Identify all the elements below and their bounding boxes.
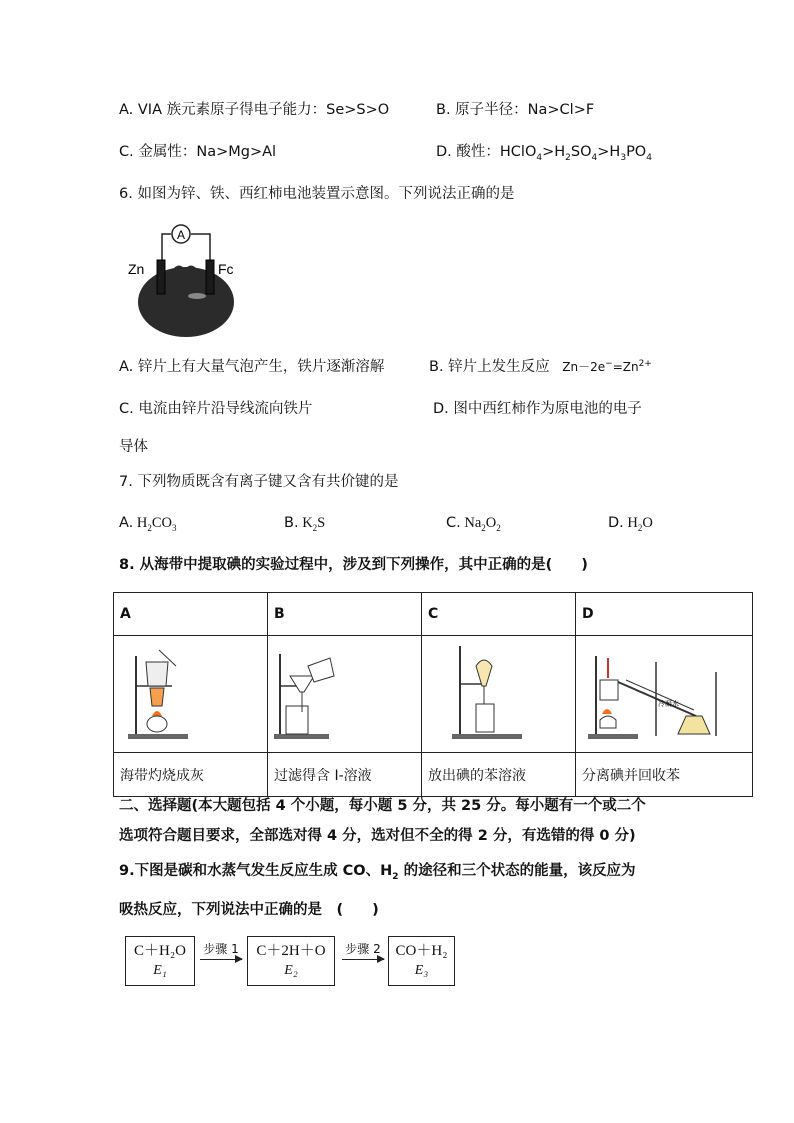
state-box-2: C＋2H＋O E₂ bbox=[247, 936, 335, 986]
burning-crucible-apparatus bbox=[114, 636, 264, 748]
q6-option-d-continued: 导体 bbox=[119, 439, 148, 455]
table-header-a: A bbox=[114, 593, 268, 636]
q6-option-a[interactable]: A. 锌片上有大量气泡产生，铁片逐渐溶解 bbox=[119, 359, 385, 375]
apparatus-c-cell bbox=[422, 636, 576, 753]
tomato-battery-figure bbox=[125, 220, 250, 338]
q6-option-d[interactable]: D. 图中西红柿作为原电池的电子 bbox=[433, 401, 642, 417]
caption-a: 海带灼烧成灰 bbox=[114, 753, 268, 797]
svg-text:A: A bbox=[176, 228, 186, 242]
q5-option-b[interactable]: B. 原子半径：Na>Cl>F bbox=[436, 102, 595, 118]
state-box-1: C＋H₂O E₁ bbox=[125, 936, 195, 986]
q7-option-c[interactable]: C. $Na_2O_2$ bbox=[446, 515, 501, 533]
table-header-b: B bbox=[268, 593, 422, 636]
caption-c: 放出碘的苯溶液 bbox=[422, 753, 576, 797]
caption-d: 分离碘并回收苯 bbox=[576, 753, 753, 797]
q9-stem-line2: 吸热反应，下列说法中正确的是 ( ) bbox=[119, 902, 379, 918]
zinc-electrode bbox=[157, 260, 165, 294]
q7-option-d[interactable]: D. $H_2O$ bbox=[608, 515, 653, 533]
filtration-apparatus bbox=[268, 636, 418, 748]
q5-option-a[interactable]: A. VIA 族元素原子得电子能力：Se>S>O bbox=[119, 102, 390, 118]
q7-option-b[interactable]: B. $K_2S$ bbox=[284, 515, 326, 533]
step2-arrow: 步骤 2 bbox=[342, 940, 384, 960]
state-box-3: CO＋H₂ E₃ bbox=[388, 936, 455, 986]
q8-operations-table bbox=[113, 592, 753, 797]
iron-electrode bbox=[206, 260, 214, 294]
separatory-funnel-apparatus bbox=[422, 636, 572, 748]
svg-text:Fc: Fc bbox=[218, 261, 234, 277]
table-header-c: C bbox=[422, 593, 576, 636]
distillation-apparatus bbox=[576, 636, 754, 748]
q6-option-c[interactable]: C. 电流由锌片沿导线流向铁片 bbox=[119, 401, 313, 417]
apparatus-b-cell bbox=[268, 636, 422, 753]
q5-option-c[interactable]: C. 金属性：Na>Mg>Al bbox=[119, 144, 277, 160]
section2-line2: 选项符合题目要求，全部选对得 4 分，选对但不全的得 2 分，有选错的得 0 分) bbox=[119, 828, 636, 844]
apparatus-a-cell bbox=[114, 636, 268, 753]
q5-option-d[interactable]: D. 酸性：$HClO_4>H_2SO_4>H_3PO_4$ bbox=[436, 144, 652, 163]
apparatus-d-cell bbox=[576, 636, 753, 753]
section2-line1: 二、选择题(本大题包括 4 个小题，每小题 5 分，共 25 分。每小题有一个或二个 bbox=[119, 798, 646, 814]
tomato-shape bbox=[138, 267, 234, 337]
table-header-d: D bbox=[576, 593, 753, 636]
q8-stem: 8. 从海带中提取碘的实验过程中，涉及到下列操作，其中正确的是( ) bbox=[119, 557, 588, 573]
q7-stem: 7. 下列物质既含有离子键又含有共价键的是 bbox=[119, 474, 399, 490]
caption-b: 过滤得含 I-溶液 bbox=[268, 753, 422, 797]
svg-text:Zn: Zn bbox=[128, 261, 145, 277]
q7-option-a[interactable]: A. $H_2CO_3$ bbox=[119, 515, 177, 533]
svg-text:冷凝水: 冷凝水 bbox=[658, 701, 679, 708]
q6-stem: 6. 如图为锌、铁、西红柿电池装置示意图。下列说法正确的是 bbox=[119, 186, 515, 202]
q9-stem-line1: 9.下图是碳和水蒸气发生反应生成 CO、$H_2$ 的途径和三个状态的能量，该反应为 bbox=[119, 863, 636, 882]
step1-arrow: 步骤 1 bbox=[200, 940, 242, 960]
q6-option-b[interactable]: B. 锌片上发生反应 $Zn-2e^-=Zn^{2+}$ bbox=[429, 359, 652, 375]
